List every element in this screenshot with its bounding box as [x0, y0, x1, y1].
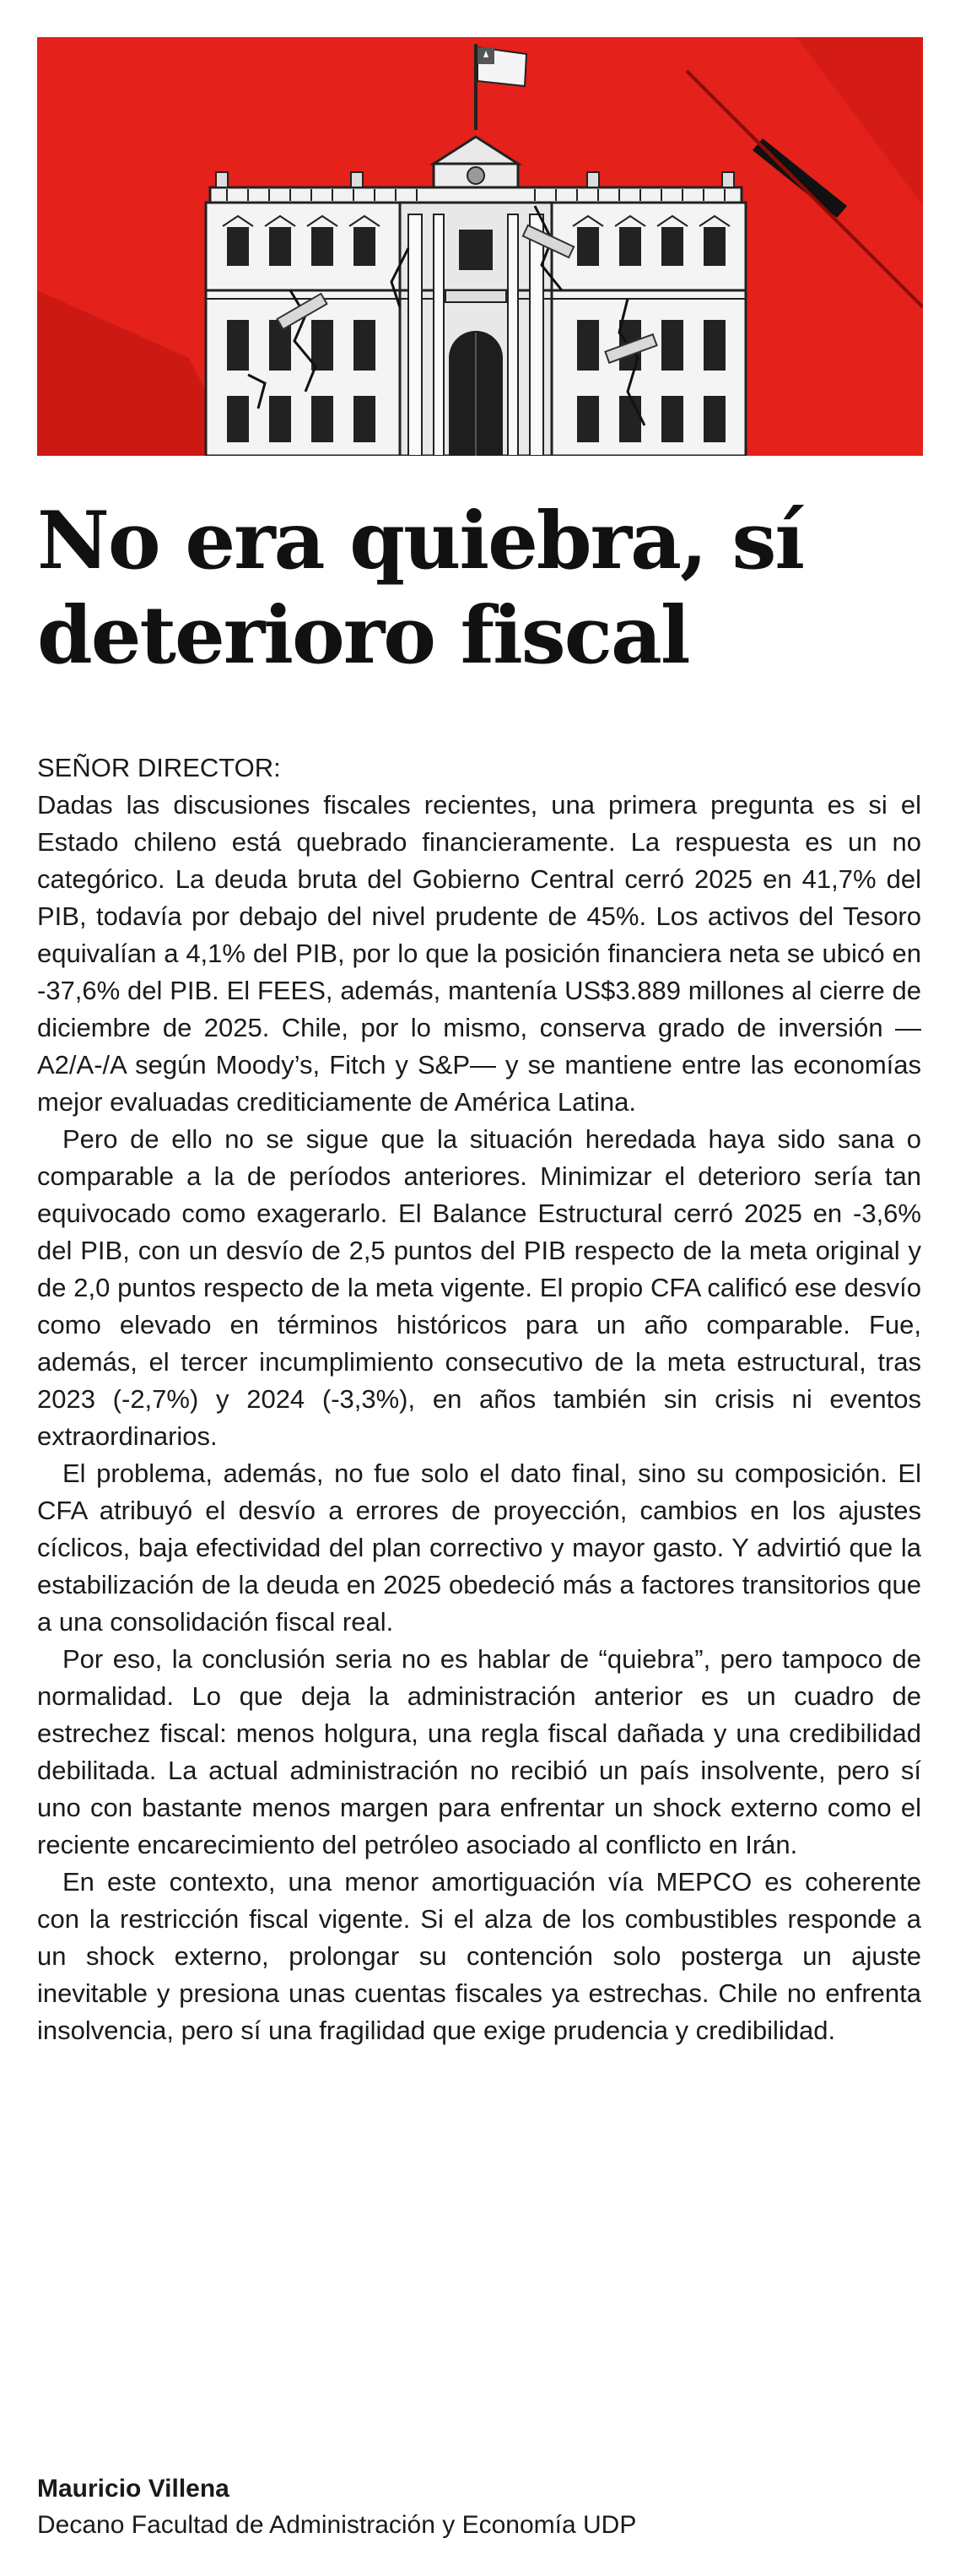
palacio-de-la-moneda-icon [37, 37, 923, 456]
paragraph-2: Pero de ello no se sigue que la situación heredada haya sido sana o comparable a la de períodos anteriores. Minimizar el deterioro sería tan equivocado como exagerarlo. El Balance Estructural cerró 2025 en -3,6% del PIB, con un desvío de 2,5 puntos del PIB respecto de la meta original y de 2,0 puntos respecto de la meta vigente. El propio CFA calificó ese desvío como elevado en términos históricos para un año comparable. Fue, además, el tercer incumplimiento consecutivo de la meta estructural, tras 2023 (-2,7%) y 2024 (-3,3%), en años también sin crisis ni eventos extraordinarios. [37, 1124, 921, 1451]
paragraph-1: Dadas las discusiones fiscales recientes, una primera pregunta es si el Estado chileno está quebrado financieramente. La respuesta es un no categórico. La deuda bruta del Gobierno Central cerró 2025 en 41,7% del PIB, todavía por debajo del nivel prudente de 45%. Los activos del Tesoro equivalían a 4,1% del PIB, por lo que la posición financiera neta se ubicó en -37,6% del PIB. El FEES, además, mantenía US$3.889 millones al cierre de diciembre de 2025. Chile, por lo mismo, conserva grado de inversión —A2/A-/A según Moody’s, Fitch y S&P— y se mantiene entre las economías mejor evaluadas crediticiamente de América Latina. [37, 790, 921, 1117]
paragraph-3: El problema, además, no fue solo el dato final, sino su composición. El CFA atribuyó el desvío a errores de proyección, cambios en los ajustes cíclicos, baja efectividad del plan correctivo y mayor gasto. Y advirtió que la estabilización de la deuda en 2025 obedeció más a factores transitorios que a una consolidación fiscal real. [37, 1458, 921, 1637]
paragraph-5: En este contexto, una menor amortiguación vía MEPCO es coherente con la restricción fiscal vigente. Si el alza de los combustibles responde a un shock externo, prolongar su contención solo posterga un ajuste inevitable y presiona unas cuentas fiscales ya estrechas. Chile no enfrenta insolvencia, pero sí una fragilidad que exige prudencia y credibilidad. [37, 1867, 921, 2045]
author-name: Mauricio Villena [37, 2475, 229, 2503]
headline: No era quiebra, sí deterioro fiscal [37, 495, 804, 682]
salutation: SEÑOR DIRECTOR: [37, 753, 281, 782]
signature [37, 2471, 921, 2544]
letter-body [37, 750, 921, 2049]
paragraph-4: Por eso, la conclusión seria no es hablar de “quiebra”, pero tampoco de normalidad. Lo que deja la administración anterior es un cuadro de estrechez fiscal: menos holgura, una regla fiscal dañada y una credibilidad debilitada. La actual administración no recibió un país insolvente, pero sí uno con bastante menos margen para enfrentar un shock externo como el reciente encarecimiento del petróleo asociado al conflicto en Irán. [37, 1644, 921, 1859]
author-title: Decano Facultad de Administración y Economía UDP [37, 2511, 637, 2539]
illustration [37, 37, 923, 456]
